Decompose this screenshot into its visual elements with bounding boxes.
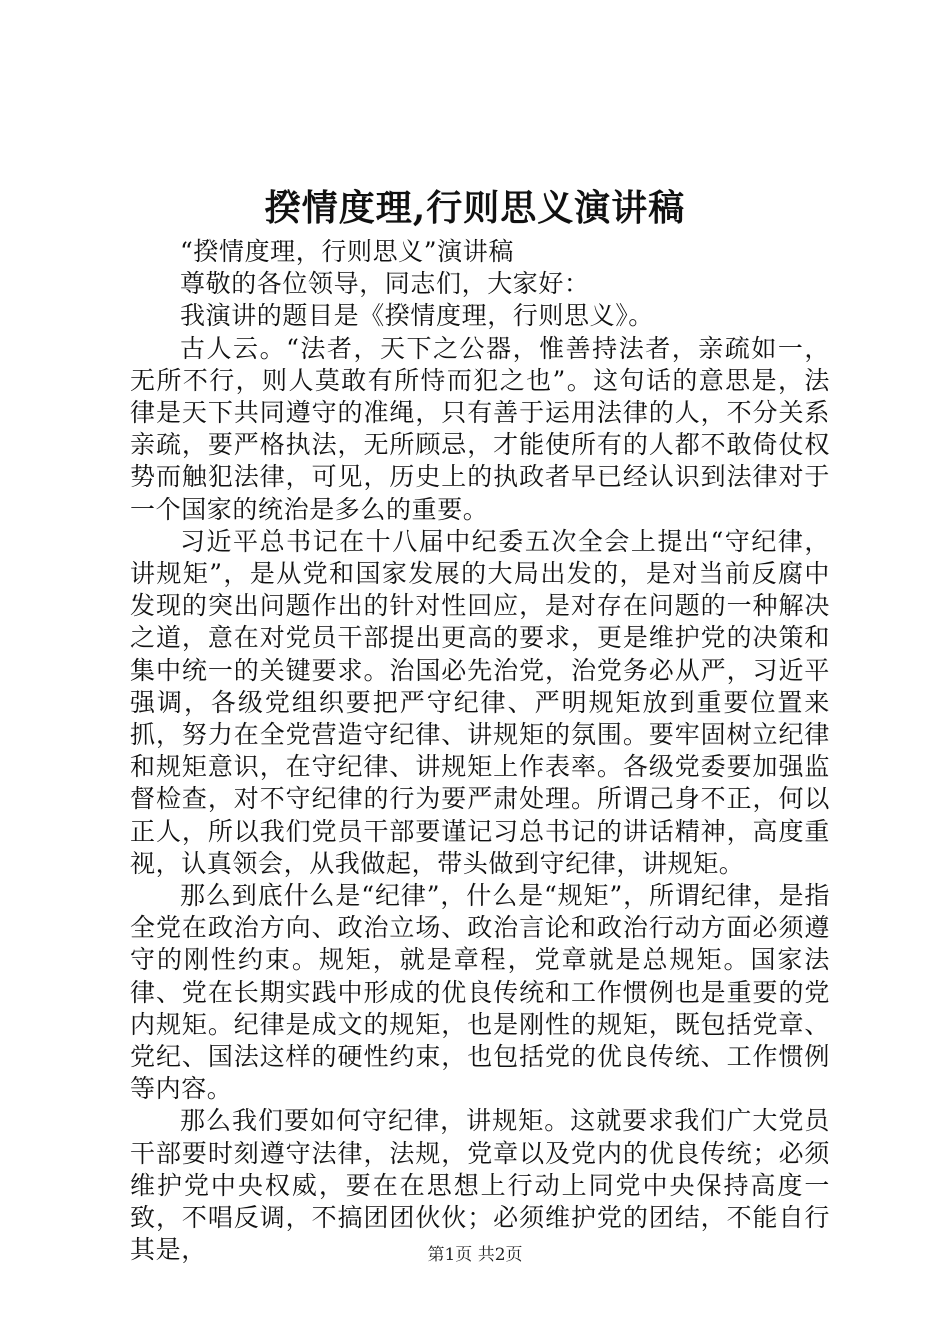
paragraph-subtitle: “揆情度理，行则思义”演讲稿 bbox=[180, 237, 514, 266]
page-footer: 第1页 共2页 bbox=[427, 1245, 523, 1265]
document-body bbox=[130, 236, 830, 1267]
document-title: 揆情度理,行则思义演讲稿 bbox=[264, 187, 686, 229]
paragraph-ancient-quote: 古人云。“法者，天下之公器，惟善持法者，亲疏如一，无所不行，则人莫敢有所恃而犯之也”。这句话的意思是，法律是天下共同遵守的准绳，只有善于运用法律的人，不分关系亲疏，要严格执法，无所顾忌，才能使所有的人都不敢倚仗权势而触犯法律，可见，历史上的执政者早已经认识到法律对于一个国家的统治是多么的重要。 bbox=[130, 333, 830, 524]
paragraph-discipline-rules: 习近平总书记在十八届中纪委五次全会上提出“守纪律，讲规矩”，是从党和国家发展的大局出发的，是对当前反腐中发现的突出问题作出的针对性回应，是对存在问题的一种解决之道，意在对党员干部提出更高的要求，更是维护党的决策和集中统一的关键要求。治国必先治党，治党务必从严，习近平强调，各级党组织要把严守纪律、严明规矩放到重要位置来抓，努力在全党营造守纪律、讲规矩的氛围。要牢固树立纪律和规矩意识，在守纪律、讲规矩上作表率。各级党委要加强监督检查，对不守纪律的行为要严肃处理。所谓己身不正，何以正人，所以我们党员干部要谨记习总书记的讲话精神，高度重视，认真领会，从我做起，带头做到守纪律，讲规矩。 bbox=[130, 526, 830, 878]
paragraph-how-to: 那么我们要如何守纪律，讲规矩。这就要求我们广大党员干部要时刻遵守法律，法规，党章以及党内的优良传统；必须维护党中央权威，要在在思想上行动上同党中央保持高度一致，不唱反调，不搞团团伙伙；必须维护党的团结，不能自行其是， bbox=[130, 1106, 830, 1265]
paragraph-greeting: 尊敬的各位领导，同志们，大家好： bbox=[180, 269, 590, 299]
paragraph-topic: 我演讲的题目是《揆情度理，行则思义》。 bbox=[180, 301, 654, 331]
paragraph-definition: 那么到底什么是“纪律”，什么是“规矩”，所谓纪律，是指全党在政治方向、政治立场、政治言论和政治行动方面必须遵守的刚性约束。规矩，就是章程，党章就是总规矩。国家法律、党在长期实践中形成的优良传统和工作惯例也是重要的党内规矩。纪律是成文的规矩，也是刚性的规矩，既包括党章、党纪、国法这样的硬性约束，也包括党的优良传统、工作惯例等内容。 bbox=[130, 881, 830, 1104]
